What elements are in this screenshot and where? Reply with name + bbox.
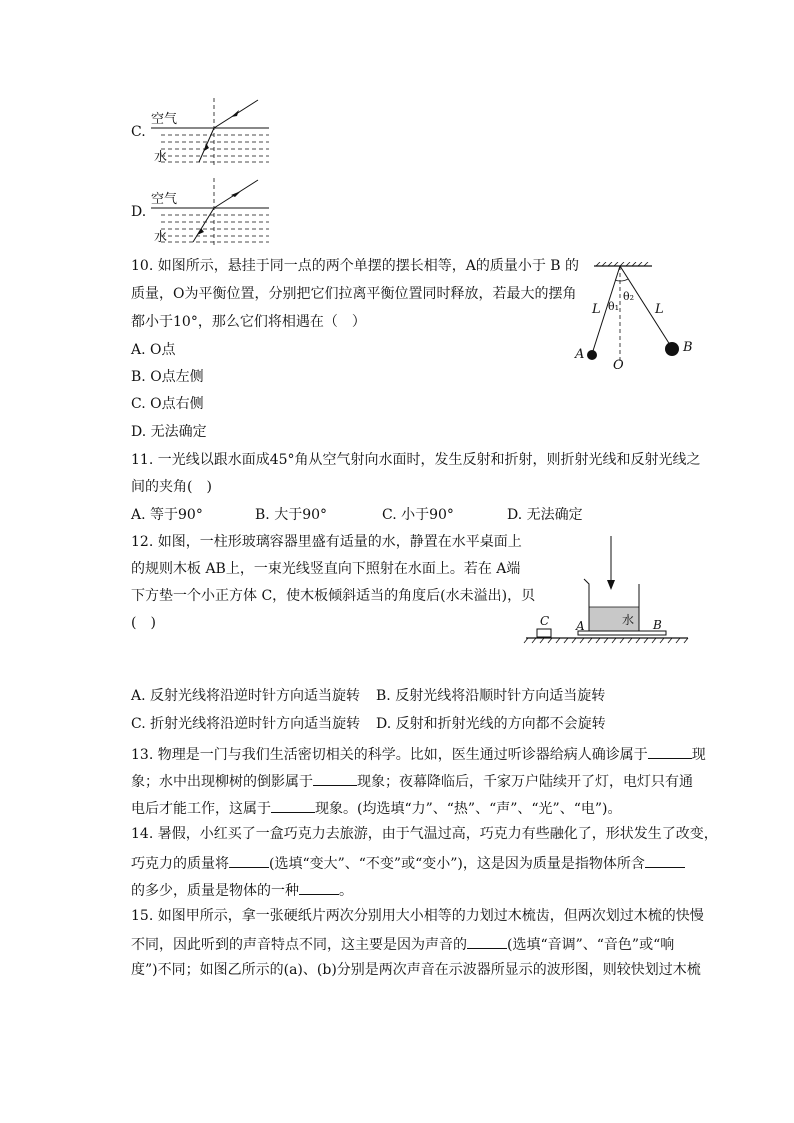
- q14-text: 的多少，质量是物体的一种: [131, 883, 299, 899]
- q14-line-2: [131, 852, 685, 874]
- q10-line-2: 质量，O为平衡位置，分别把它们拉离平衡位置同时释放，若最大的摆角: [131, 286, 577, 302]
- q15-line-3: 度”)不同；如图乙所示的(a)、(b)分别是两次声音在示波器所显示的波形图，则较快划过木梳: [131, 962, 701, 978]
- answer-blank[interactable]: [271, 797, 315, 813]
- q12-line-4: ( ): [131, 615, 156, 631]
- q11-option-a: A. 等于90°: [131, 507, 203, 523]
- q12-option-a: A. 反射光线将沿逆时针方向适当旋转: [131, 688, 361, 704]
- q10-option-c: C. O点右侧: [131, 396, 204, 412]
- refraction-diagram: [151, 178, 281, 248]
- length-label-left: L: [592, 302, 601, 317]
- air-label: 空气: [151, 192, 178, 207]
- q11-options: [131, 505, 731, 525]
- q12-line-3: 下方垫一个小正方体 C，使木板倾斜适当的角度后(水未溢出)，贝: [131, 588, 536, 604]
- theta2-label: θ₂: [623, 290, 635, 303]
- board-end-a-label: A: [576, 619, 585, 633]
- q10-option-d: D. 无法确定: [131, 424, 207, 440]
- q12-option-d: D. 反射和折射光线的方向都不会旋转: [376, 716, 606, 732]
- q10-option-a: A. O点: [131, 342, 176, 358]
- q15-line-2: [131, 933, 674, 955]
- q13-text: 电后才能工作，这属于: [131, 801, 271, 817]
- q10-line-1: 10. 如图所示，悬挂于同一点的两个单摆的摆长相等，A的质量小于 B 的: [131, 258, 580, 274]
- option-d-figure: [131, 178, 281, 248]
- answer-blank[interactable]: [313, 770, 357, 786]
- q14-line-1: 14. 暑假，小红买了一盒巧克力去旅游，由于气温过高，巧克力有些融化了，形状发生了改变，: [131, 826, 718, 842]
- answer-blank[interactable]: [648, 743, 692, 759]
- q14-text: 。: [339, 883, 353, 899]
- container-figure: [522, 534, 692, 646]
- q13-text: 象；水中出现柳树的倒影属于: [131, 774, 313, 790]
- q10-line-3: 都小于10°，那么它们将相遇在（ ）: [131, 314, 366, 330]
- q10-option-b: B. O点左侧: [131, 369, 204, 385]
- q12-option-b: B. 反射光线将沿顺时针方向适当旋转: [376, 688, 606, 704]
- q14-text: (选填“变大”、“不变”或“变小”)，这是因为质量是指物体所含: [269, 856, 645, 872]
- q15-text: 不同，因此听到的声音特点不同，这主要是因为声音的: [131, 937, 467, 953]
- q12-option-c: C. 折射光线将沿逆时针方向适当旋转: [131, 716, 361, 732]
- refraction-diagram: [151, 98, 281, 168]
- water-label: 水: [154, 150, 168, 165]
- answer-blank[interactable]: [299, 879, 339, 895]
- answer-blank[interactable]: [229, 852, 269, 868]
- q12-options: [131, 686, 731, 736]
- pendulum-figure: [570, 262, 700, 374]
- q11-line-2: 间的夹角( ): [131, 479, 212, 495]
- option-letter: D.: [131, 204, 147, 220]
- q15-text: (选填“音调”、“音色”或“响: [507, 937, 675, 953]
- length-label-right: L: [655, 302, 664, 317]
- theta1-label: θ₁: [608, 300, 620, 313]
- option-letter: C.: [131, 124, 146, 140]
- water-label: 水: [154, 230, 168, 245]
- q13-line-1: [131, 743, 706, 765]
- q14-line-3: [131, 879, 353, 901]
- q11-option-b: B. 大于90°: [255, 507, 328, 523]
- ball-a-label: A: [575, 347, 585, 362]
- q13-text: 现象。(均选填“力”、“热”、“声”、“光”、“电”)。: [315, 801, 622, 817]
- cube-c-label: C: [540, 614, 550, 628]
- q13-text: 现: [691, 747, 706, 763]
- q11-option-d: D. 无法确定: [507, 507, 583, 523]
- air-label: 空气: [151, 112, 178, 127]
- q12-line-2: 的规则木板 AB上，一束光线竖直向下照射在水面上。若在 A端: [131, 561, 521, 577]
- point-o-label: O: [613, 358, 624, 373]
- q11-option-c: C. 小于90°: [382, 507, 454, 523]
- q15-line-1: 15. 如图甲所示，拿一张硬纸片两次分别用大小相等的力划过木梳齿，但两次划过木梳的快慢: [131, 908, 704, 924]
- answer-blank[interactable]: [645, 852, 685, 868]
- water-label: 水: [622, 613, 635, 627]
- board-end-b-label: B: [653, 618, 662, 632]
- q12-line-1: 12. 如图，一柱形玻璃容器里盛有适量的水，静置在水平桌面上: [131, 534, 522, 550]
- q13-text: 现象；夜幕降临后，千家万户陆续开了灯，电灯只有通: [357, 774, 693, 790]
- ball-b-label: B: [683, 340, 693, 355]
- q13-line-3: [131, 797, 622, 819]
- q11-line-1: 11. 一光线以跟水面成45°角从空气射向水面时，发生反射和折射，则折射光线和反射光线之: [131, 452, 701, 468]
- q13-line-2: [131, 770, 693, 792]
- q13-text: 13. 物理是一门与我们生活密切相关的科学。比如，医生通过听诊器给病人确诊属于: [131, 747, 648, 763]
- q14-text: 巧克力的质量将: [131, 856, 229, 872]
- answer-blank[interactable]: [467, 933, 507, 949]
- option-c-figure: [131, 98, 281, 168]
